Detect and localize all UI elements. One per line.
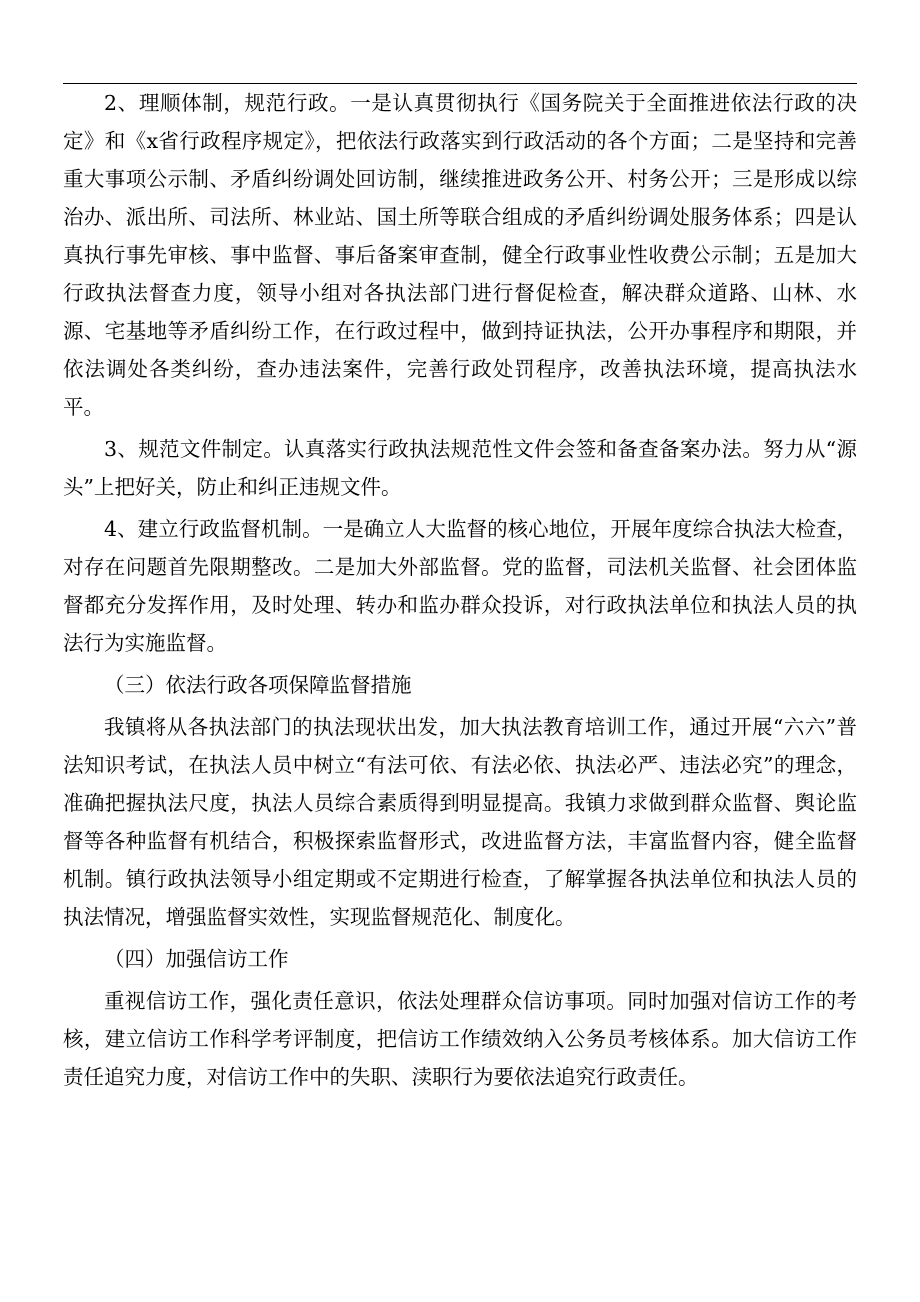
paragraph-supervision-mechanism: 4、建立行政监督机制。一是确立人大监督的核心地位，开展年度综合执法大检查，对存在问题首先限期整改。二是加大外部监督。党的监督，司法机关监督、社会团体监督都充分发挥作用，及时处理、转办和监办群众投诉，对行政执法单位和执法人员的执法行为实施监督。	[63, 517, 857, 655]
section-heading-safeguard-measures: （三）依法行政各项保障监督措施	[104, 673, 412, 697]
paragraph-reform-system: 2、理顺体制，规范行政。一是认真贯彻执行《国务院关于全面推进依法行政的决定》和《x省行政程序规定》，把依法行政落实到行政活动的各个方面；二是坚持和完善重大事项公示制、矛盾纠纷调处回访制，继续推进政务公开、村务公开；三是形成以综治办、派出所、司法所、林业站、国土所等联合组成的矛盾纠纷调处服务体系；四是认真执行事先审核、事中监督、事后备案审查制，健全行政事业性收费公示制；五是加大行政执法督查力度，领导小组对各执法部门进行督促检查，解决群众道路、山林、水源、宅基地等矛盾纠纷工作，在行政过程中，做到持证执法，公开办事程序和期限，并依法调处各类纠纷，查办违法案件，完善行政处罚程序，改善执法环境，提高执法水平。	[63, 91, 857, 419]
document-body	[63, 84, 857, 1096]
paragraph-safeguard-measures: 我镇将从各执法部门的执法现状出发，加大执法教育培训工作，通过开展“六六”普法知识考试，在执法人员中树立“有法可依、有法必依、执法必严、违法必究”的理念，准确把握执法尺度，执法人员综合素质得到明显提高。我镇力求做到群众监督、舆论监督等各种监督有机结合，积极探索监督形式，改进监督方法，丰富监督内容，健全监督机制。镇行政执法领导小组定期或不定期进行检查，了解掌握各执法单位和执法人员的执法情况，增强监督实效性，实现监督规范化、制度化。	[63, 715, 857, 929]
paragraph-petition-work: 重视信访工作，强化责任意识，依法处理群众信访事项。同时加强对信访工作的考核，建立信访工作科学考评制度，把信访工作绩效纳入公务员考核体系。加大信访工作责任追究力度，对信访工作中的失职、渎职行为要依法追究行政责任。	[63, 989, 857, 1089]
paragraph-standardize-documents: 3、规范文件制定。认真落实行政执法规范性文件会签和备查备案办法。努力从“源头”上把好关，防止和纠正违规文件。	[63, 437, 857, 499]
section-heading-petition-work: （四）加强信访工作	[104, 947, 289, 971]
